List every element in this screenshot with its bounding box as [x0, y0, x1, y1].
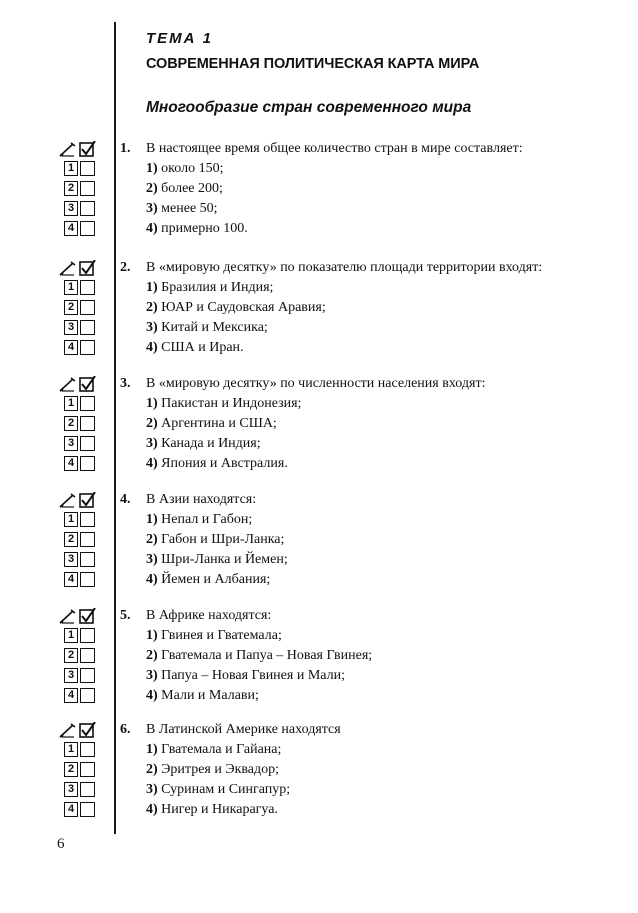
option-text: Аргентина и США; [161, 416, 277, 431]
question-text: В Африке находятся: [146, 608, 272, 623]
option-number: 2) [146, 762, 158, 777]
answer-option [146, 668, 345, 684]
option-number: 4) [146, 688, 158, 703]
answer-box-row [64, 320, 104, 337]
answer-number-box: 3 [64, 436, 78, 451]
question-number: 5. [120, 608, 131, 623]
question-number: 3. [120, 376, 131, 391]
answer-box-row [64, 782, 104, 799]
answer-checkbox[interactable] [80, 300, 95, 315]
option-text: Папуа – Новая Гвинея и Мали; [161, 668, 345, 683]
answer-number-box: 2 [64, 762, 78, 777]
option-text: Пакистан и Индонезия; [161, 396, 302, 411]
answer-box-row [64, 201, 104, 218]
answer-box-row [64, 181, 104, 198]
question-text: В «мировую десятку» по показателю площади территории входят: [146, 260, 543, 275]
answer-checkbox[interactable] [80, 742, 95, 757]
answer-box-row [64, 396, 104, 413]
question-block [0, 141, 638, 259]
pen-checkbox-icon [58, 376, 96, 394]
option-number: 1) [146, 628, 158, 643]
answer-number-box: 1 [64, 161, 78, 176]
answer-number-box: 2 [64, 181, 78, 196]
option-number: 3) [146, 320, 158, 335]
section-subtitle: Многообразие стран современного мира [146, 99, 472, 116]
question-number: 1. [120, 141, 131, 156]
option-text: Гватемала и Папуа – Новая Гвинея; [161, 648, 373, 663]
answer-option [146, 512, 252, 528]
answer-checkbox[interactable] [80, 782, 95, 797]
answer-number-box: 3 [64, 782, 78, 797]
option-text: менее 50; [161, 201, 218, 216]
option-number: 4) [146, 572, 158, 587]
option-text: Непал и Габон; [161, 512, 253, 527]
option-number: 2) [146, 300, 158, 315]
answer-option [146, 648, 372, 664]
answer-box-row [64, 688, 104, 705]
option-number: 4) [146, 456, 158, 471]
pen-checkbox-icon [58, 492, 96, 510]
answer-box-row [64, 512, 104, 529]
answer-checkbox[interactable] [80, 201, 95, 216]
answer-number-box: 4 [64, 221, 78, 236]
answer-option [146, 762, 279, 778]
answer-box-row [64, 762, 104, 779]
question-text: В настоящее время общее количество стран в мире составляет: [146, 141, 523, 156]
answer-checkbox[interactable] [80, 280, 95, 295]
answer-option [146, 532, 284, 548]
answer-option [146, 320, 268, 336]
answer-checkbox[interactable] [80, 512, 95, 527]
answer-checkbox[interactable] [80, 628, 95, 643]
answer-option [146, 416, 277, 432]
option-text: США и Иран. [161, 340, 244, 355]
answer-option [146, 181, 223, 197]
answer-number-box: 1 [64, 628, 78, 643]
answer-number-box: 4 [64, 456, 78, 471]
answer-number-box: 1 [64, 742, 78, 757]
answer-option [146, 280, 273, 296]
answer-box-row [64, 628, 104, 645]
answer-box-row [64, 436, 104, 453]
answer-checkbox[interactable] [80, 181, 95, 196]
option-text: около 150; [161, 161, 224, 176]
option-number: 3) [146, 201, 158, 216]
answer-option [146, 782, 290, 798]
option-number: 3) [146, 782, 158, 797]
option-text: Нигер и Никарагуа. [161, 802, 278, 817]
answer-checkbox[interactable] [80, 161, 95, 176]
answer-box-row [64, 340, 104, 357]
option-text: ЮАР и Саудовская Аравия; [161, 300, 326, 315]
answer-number-box: 3 [64, 320, 78, 335]
answer-number-box: 1 [64, 280, 78, 295]
question-number: 4. [120, 492, 131, 507]
pen-checkbox-icon [58, 722, 96, 740]
option-text: примерно 100. [161, 221, 248, 236]
answer-checkbox[interactable] [80, 802, 95, 817]
answer-box-row [64, 572, 104, 589]
answer-option [146, 161, 223, 177]
pen-checkbox-icon [58, 260, 96, 278]
option-number: 3) [146, 552, 158, 567]
answer-box-row [64, 221, 104, 238]
answer-number-box: 4 [64, 688, 78, 703]
option-text: Эритрея и Эквадор; [161, 762, 280, 777]
answer-checkbox[interactable] [80, 762, 95, 777]
answer-option [146, 742, 281, 758]
answer-number-box: 4 [64, 340, 78, 355]
answer-number-box: 3 [64, 668, 78, 683]
answer-checkbox[interactable] [80, 648, 95, 663]
answer-checkbox[interactable] [80, 532, 95, 547]
option-number: 1) [146, 280, 158, 295]
page-number: 6 [57, 836, 65, 852]
answer-box-row [64, 280, 104, 297]
answer-option [146, 340, 244, 356]
answer-number-box: 3 [64, 552, 78, 567]
answer-box-row [64, 456, 104, 473]
answer-number-box: 2 [64, 300, 78, 315]
answer-box-row [64, 532, 104, 549]
question-text: В «мировую десятку» по численности населения входят: [146, 376, 486, 391]
answer-option [146, 688, 259, 704]
question-block [0, 260, 638, 378]
answer-number-box: 2 [64, 416, 78, 431]
answer-number-box: 4 [64, 572, 78, 587]
option-number: 1) [146, 161, 158, 176]
answer-box-row [64, 552, 104, 569]
question-block [0, 376, 638, 494]
page-title: СОВРЕМЕННАЯ ПОЛИТИЧЕСКАЯ КАРТА МИРА [146, 56, 480, 72]
option-number: 2) [146, 532, 158, 547]
answer-number-box: 3 [64, 201, 78, 216]
option-text: Габон и Шри-Ланка; [161, 532, 285, 547]
option-number: 4) [146, 221, 158, 236]
option-number: 3) [146, 668, 158, 683]
answer-number-box: 4 [64, 802, 78, 817]
answer-option [146, 201, 218, 217]
answer-checkbox[interactable] [80, 320, 95, 335]
option-number: 1) [146, 512, 158, 527]
answer-option [146, 300, 326, 316]
answer-checkbox[interactable] [80, 221, 95, 236]
answer-option [146, 552, 288, 568]
answer-option [146, 456, 288, 472]
answer-checkbox[interactable] [80, 688, 95, 703]
option-text: Китай и Мексика; [161, 320, 268, 335]
answer-box-row [64, 742, 104, 759]
theme-heading: ТЕМА 1 [146, 30, 214, 47]
answer-box-row [64, 802, 104, 819]
question-number: 2. [120, 260, 131, 275]
option-text: Шри-Ланка и Йемен; [161, 552, 288, 567]
option-text: Мали и Малави; [161, 688, 259, 703]
answer-box-row [64, 161, 104, 178]
option-text: более 200; [161, 181, 223, 196]
option-text: Бразилия и Индия; [161, 280, 274, 295]
question-block [0, 722, 638, 840]
option-number: 1) [146, 742, 158, 757]
question-block [0, 492, 638, 610]
answer-option [146, 628, 282, 644]
answer-option [146, 396, 301, 412]
answer-checkbox[interactable] [80, 340, 95, 355]
option-text: Гватемала и Гайана; [161, 742, 282, 757]
question-block [0, 608, 638, 726]
answer-box-row [64, 300, 104, 317]
option-number: 3) [146, 436, 158, 451]
option-text: Япония и Австралия. [161, 456, 288, 471]
answer-box-row [64, 416, 104, 433]
answer-checkbox[interactable] [80, 456, 95, 471]
option-text: Йемен и Албания; [161, 572, 271, 587]
pen-checkbox-icon [58, 141, 96, 159]
option-text: Гвинея и Гватемала; [161, 628, 282, 643]
question-number: 6. [120, 722, 131, 737]
question-text: В Латинской Америке находятся [146, 722, 341, 737]
answer-box-row [64, 648, 104, 665]
answer-number-box: 1 [64, 396, 78, 411]
pen-checkbox-icon [58, 608, 96, 626]
answer-number-box: 2 [64, 532, 78, 547]
option-number: 2) [146, 416, 158, 431]
answer-checkbox[interactable] [80, 436, 95, 451]
option-number: 1) [146, 396, 158, 411]
answer-checkbox[interactable] [80, 668, 95, 683]
question-text: В Азии находятся: [146, 492, 257, 507]
option-number: 4) [146, 340, 158, 355]
answer-option [146, 802, 278, 818]
answer-checkbox[interactable] [80, 396, 95, 411]
option-number: 4) [146, 802, 158, 817]
option-number: 2) [146, 181, 158, 196]
option-number: 2) [146, 648, 158, 663]
answer-box-row [64, 668, 104, 685]
answer-checkbox[interactable] [80, 416, 95, 431]
answer-option [146, 221, 248, 237]
answer-option [146, 436, 261, 452]
answer-checkbox[interactable] [80, 552, 95, 567]
option-text: Канада и Индия; [161, 436, 261, 451]
answer-checkbox[interactable] [80, 572, 95, 587]
answer-option [146, 572, 270, 588]
answer-number-box: 1 [64, 512, 78, 527]
answer-number-box: 2 [64, 648, 78, 663]
option-text: Суринам и Сингапур; [161, 782, 291, 797]
